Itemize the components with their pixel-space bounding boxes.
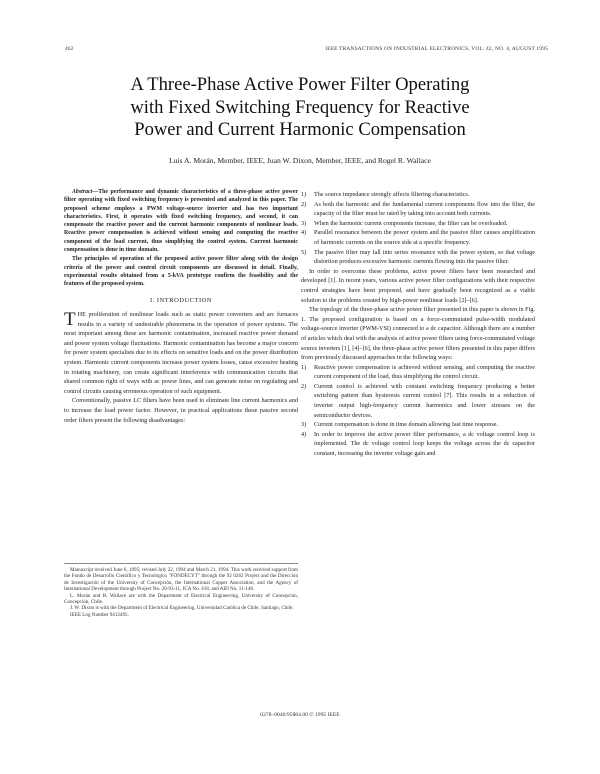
list-number: 5) bbox=[301, 248, 307, 256]
disadvantage-list bbox=[301, 190, 535, 267]
title-line: A Three-Phase Active Power Filter Operating bbox=[130, 74, 470, 95]
section-heading: I. INTRODUCTION bbox=[149, 297, 213, 304]
abstract bbox=[64, 188, 298, 289]
list-item bbox=[301, 363, 535, 382]
author-list: Luis A. Morán, Member, IEEE, Juan W. Dixon, Member, IEEE, and Rogel R. Wallace bbox=[169, 156, 431, 165]
list-text: When the harmonic current components increase, the filter can be overloaded. bbox=[314, 219, 508, 227]
footnote: L. Morán and R. Wallace are with the Department of Electrical Engineering, University of Concepción, Concepción, Chile. bbox=[64, 592, 298, 606]
list-item bbox=[301, 248, 535, 267]
list-item bbox=[301, 420, 535, 430]
abstract-text: The performance and dynamic characteristics of a three-phase active power filter operating with fixed switching frequency is presented and analyzed in this paper. The proposed scheme employs a PWM voltage-source inverter and has two important characteristics. First, it operates with fixed switching frequency, and second, it can compensate the reactive power and the current harmonic components of nonlinear loads. Reactive power compensation is achieved without sensing and computing the reactive component of the load current, thus simplifying the control system. Current harmonic compensation is done in time domain. bbox=[64, 189, 298, 254]
list-number: 3) bbox=[301, 219, 307, 227]
copyright-footer: 0278–0046/95$04.00 © 1995 IEEE bbox=[260, 712, 340, 718]
list-text: The source impedance strongly affects filtering characteristics. bbox=[314, 191, 470, 198]
abstract-paragraph bbox=[64, 188, 298, 254]
abstract-label: Abstract— bbox=[72, 189, 99, 195]
list-number: 1) bbox=[301, 191, 307, 198]
page-number: 462 bbox=[65, 46, 74, 52]
abstract-paragraph: The principles of operation of the proposed active power filter along with the design criteria of the power and control circuit components are discussed in detail. Finally, experimental results obtained from a 5-kVA prototype confirm the feasibility and the features of the proposed system. bbox=[64, 256, 298, 288]
list-item bbox=[301, 382, 535, 420]
title-line: with Fixed Switching Frequency for Reactive bbox=[130, 96, 470, 118]
list-text: The passive filter may fall into series resonance with the power system, so that voltage distortion produces excessive harmonic currents flowing into the passive filter. bbox=[314, 248, 535, 266]
list-text: Reactive power compensation is achieved without sensing, and computing the reactive current component of the load, thus simplifying the control circuit. bbox=[314, 363, 535, 381]
list-text: Parallel resonance between the power system and the passive filter causes amplification of harmonic currents on the source side at a specific frequency. bbox=[314, 229, 535, 246]
list-text: Current compensation is done in time domain allowing fast time response. bbox=[314, 421, 499, 429]
footnotes bbox=[64, 567, 298, 618]
list-item bbox=[301, 190, 535, 200]
list-number: 4) bbox=[301, 229, 307, 237]
title-line: Power and Current Harmonic Compensation bbox=[134, 119, 466, 140]
list-number: 3) bbox=[301, 421, 307, 429]
list-item bbox=[301, 430, 535, 459]
list-number: 1) bbox=[301, 363, 307, 371]
intro-paragraph bbox=[64, 310, 298, 396]
right-column bbox=[301, 190, 535, 459]
footnote: IEEE Log Number 9412495. bbox=[70, 611, 129, 618]
features-list bbox=[301, 363, 535, 459]
footnote: J. W. Dixon is with the Department of Electrical Engineering, Universidad Católica de Chile, Santiago, Chile. bbox=[70, 605, 294, 612]
list-number: 2) bbox=[301, 200, 307, 208]
list-text: Current control is achieved with constant switching frequency producing a better switching pattern than hysteresis current control [7]. This results in a reduction of inverter output high-frequency current harmonics and lower stresses on the semiconductor devices. bbox=[314, 382, 535, 419]
list-item bbox=[301, 219, 535, 229]
body-paragraph: In order to overcome these problems, active power filters have been researched and developed [1]. In recent years, various active power filter configurations with their respective control strategies have been proposed, and have gradually been recognized as a viable solution to the problems created by high-power nonlinear loads [2]–[6]. bbox=[301, 267, 535, 304]
list-text: In order to improve the active power filter performance, a dc voltage control loop is implemented. The dc voltage control loop keeps the voltage across the dc capacitor constant, increasing the inverter voltage gain and bbox=[314, 430, 535, 458]
intro-text: HE proliferation of nonlinear loads such as static power converters and arc furnaces results in a variety of undesirable phenomena in the operation of power systems. The most important among these are harmonic contamination, increased reactive power demand and power system voltage fluctuations. Harmonic contamination has become a major concern for power system specialists due to its effects on sensitive loads and on the power distribution system. Harmonic current components increase power system losses, cause excessive heating in rotating machinery, can create significant interference with communication circuits that shared common right of ways with ac power lines, and can generate noise on regulating and control circuits causing erroneous operation of such equipment. bbox=[64, 311, 298, 395]
list-item bbox=[301, 228, 535, 247]
paper-title bbox=[40, 74, 560, 142]
list-text: As both the harmonic and the fundamental current components flow into the filter, the capacity of the filter must be rated by taking into account both currents. bbox=[314, 200, 535, 218]
journal-header: IEEE TRANSACTIONS ON INDUSTRIAL ELECTRONICS, VOL. 42, NO. 4, AUGUST 1995 bbox=[325, 46, 548, 52]
list-item bbox=[301, 200, 535, 219]
list-number: 4) bbox=[301, 430, 307, 438]
intro-paragraph: Conventionally, passive LC filters have been used to eliminate line current harmonics and to increase the load power factor. However, in practical applications these passive second order filters present the following disadvantages: bbox=[64, 397, 298, 424]
body-paragraph: The topology of the three-phase active power filter presented in this paper is shown in Fig. 1. The proposed configuration is based on a force-commutated pulse-width modulated voltage-source inverter (PWM-VSI) connected to a dc capacitor. Although there are a number of articles which deal with the analysis of active power filters using force-commutated voltage source inverters [1], [4]–[6], the three-phase active power filters presented in this paper differs from previously discussed approaches in the following ways: bbox=[301, 306, 535, 362]
list-number: 2) bbox=[301, 382, 307, 390]
footnote-rule bbox=[64, 563, 298, 564]
footnote: Manuscript received June 6, 1995; revised July 22, 1994 and March 21, 1994. This work received support from the Fondo de Desarrollo Científico y Tecnológico "FONDECYT" through the 92 0262 Project and the Dirección de Investigación of the University of Concepción, the International Copper Association, and the Agency of International Development through Project No. 20-93-11, ICA No. 418, and AID No. 11-146. bbox=[64, 567, 298, 593]
intro-body bbox=[64, 310, 298, 425]
drop-cap: T bbox=[64, 309, 76, 330]
